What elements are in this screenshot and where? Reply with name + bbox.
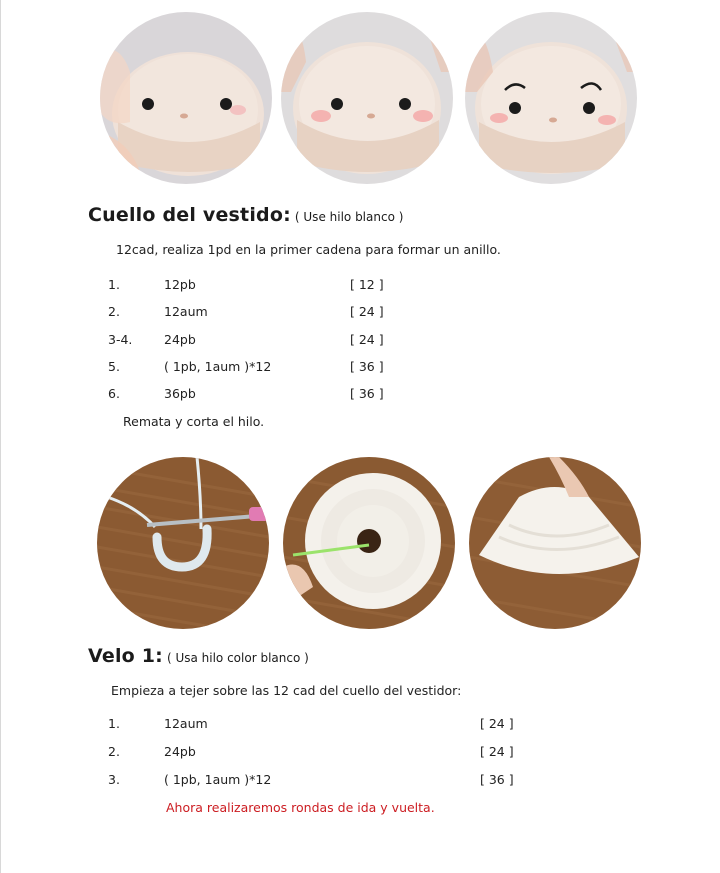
round-count: [ 36 ]	[350, 359, 384, 374]
round-number: 1.	[108, 277, 120, 292]
round-count: [ 36 ]	[480, 772, 514, 787]
section-intro: Empieza a tejer sobre las 12 cad del cuello del vestidor:	[111, 683, 462, 698]
section-title-note: ( Usa hilo color blanco )	[166, 651, 309, 665]
round-count: [ 24 ]	[480, 716, 514, 731]
round-number: 2.	[108, 744, 120, 759]
photo-row-collar	[0, 457, 720, 632]
section-title-note: ( Use hilo blanco )	[294, 210, 404, 224]
round-number: 2.	[108, 304, 120, 319]
section-title-text: Velo 1:	[88, 645, 163, 667]
section-closing: Remata y corta el hilo.	[123, 414, 265, 429]
round-stitches: ( 1pb, 1aum )*12	[164, 359, 272, 374]
round-count: [ 24 ]	[480, 744, 514, 759]
round-count: [ 24 ]	[350, 332, 384, 347]
round-stitches: 24pb	[164, 332, 196, 347]
round-stitches: 36pb	[164, 386, 196, 401]
round-stitches: 12aum	[164, 304, 208, 319]
photo-collar-cone	[469, 457, 641, 629]
round-stitches: ( 1pb, 1aum )*12	[164, 772, 272, 787]
round-count: [ 36 ]	[350, 386, 384, 401]
round-count: [ 12 ]	[350, 277, 384, 292]
round-stitches: 12pb	[164, 277, 196, 292]
photo-collar-chain	[97, 457, 269, 629]
round-number: 1.	[108, 716, 120, 731]
photo-head-1	[100, 12, 272, 184]
round-number: 5.	[108, 359, 120, 374]
section-title-text: Cuello del vestido:	[88, 204, 291, 226]
round-count: [ 24 ]	[350, 304, 384, 319]
round-number: 6.	[108, 386, 120, 401]
round-number: 3.	[108, 772, 120, 787]
photo-collar-ring	[283, 457, 455, 629]
section-title-cuello	[88, 204, 403, 226]
instruction-note-red: Ahora realizaremos rondas de ida y vuelta.	[166, 800, 435, 815]
section-title-velo	[88, 645, 309, 667]
round-number: 3-4.	[108, 332, 133, 347]
round-stitches: 12aum	[164, 716, 208, 731]
photo-row-heads	[0, 12, 720, 187]
section-intro: 12cad, realiza 1pd en la primer cadena para formar un anillo.	[116, 242, 501, 257]
photo-head-2	[281, 12, 453, 184]
photo-head-3	[465, 12, 637, 184]
round-stitches: 24pb	[164, 744, 196, 759]
